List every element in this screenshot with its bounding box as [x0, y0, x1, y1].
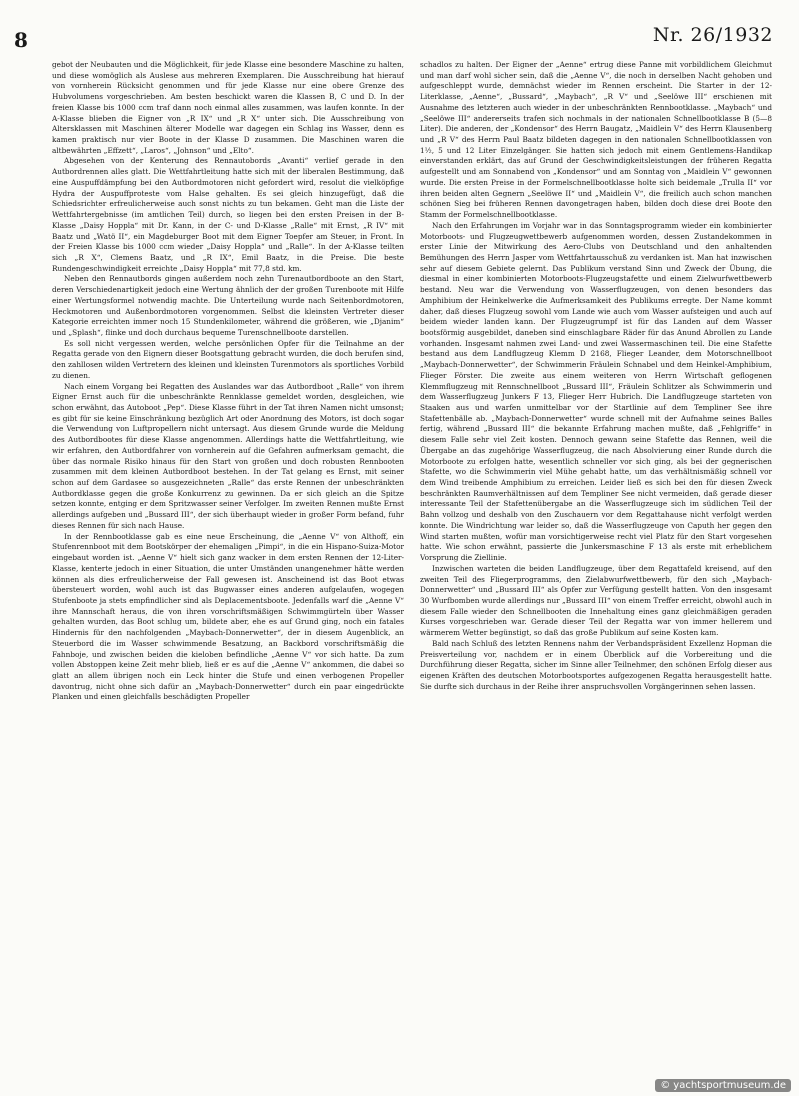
right-column: [420, 60, 772, 1060]
paragraph: gebot der Neubauten und die Möglichkeit, für jede Klasse eine besondere Maschine zu halten, und diese womöglich als Auslese aus mehreren Exemplaren. Die Ausschreibung hat hierauf von vornherein Rücksicht genommen und für jede Klasse nur eine obere Grenze des Hubvolumens vorgeschrieben. Am besten beschickt waren die Klassen B, C und D. In der freien Klasse bis 1000 ccm traf dann noch einmal alles zusammen, was laufen konnte. In der A-Klasse blieben die Eigner von „R IX“ und „R X“ unter sich. Die Ausschreibung von Altersklassen mit Maschinen älterer Modelle war dagegen ein Schlag ins Wasser, denn es kamen praktisch nur vier Boote in der Klasse D zusammen. Die Maschinen waren die altbewährten „Effzett“, „Laros“, „Johnson“ und „Elto“.: [52, 60, 404, 155]
paragraph: schadlos zu halten. Der Eigner der „Aenne“ ertrug diese Panne mit vorbildlichem Gleichmut und man darf wohl sicher sein, daß die „Aenne V“, die noch in derselben Nacht gehoben und aufgeschleppt wurde, demnächst wieder im Rennen erscheint. Die Starter in der 12-Literklasse, „Aenne“, „Bussard“, „Maybach“, „R V“ und „Seelöwe III“ erschienen mit Ausnahme des letzteren auch wieder in der unbeschränkten Rennbootklasse. „Maybach“ und „Seelöwe III“ andererseits trafen sich nochmals in der nationalen Schnellbootklasse B (5—8 Liter). Die anderen, der „Kondensor“ des Herrn Baugatz, „Maidlein V“ des Herrn Klausenberg und „R V“ des Herrn Paul Baatz bildeten dagegen in den nationalen Schnellbootklassen von 1½, 5 und 12 Liter Einzelgänger. Sie hatten sich jedoch mit einem Gentlemens-Handikap einverstanden erklärt, das auf Grund der Geschwindigkeitsleistungen der früheren Regatta aufgestellt und am Sonnabend von „Kondensor“ und am Sonntag von „Maidlein V“ gewonnen wurde. Die ersten Preise in der Formelschnellbootklasse holte sich beidemale „Trulla II“ vor ihren beiden alten Gegnern „Seelöwe II“ und „Maidlein V“, die freilich auch schon manchen schönen Sieg bei früheren Rennen davongetragen haben, bilden doch diese drei Boote den Stamm der Formelschnellbootklasse.: [420, 60, 772, 220]
page-number: 8: [14, 28, 28, 52]
issue-number: Nr. 26/1932: [652, 24, 773, 46]
copyright-icon: ©: [660, 1080, 671, 1091]
left-column: [52, 60, 404, 1060]
paragraph: Es soll nicht vergessen werden, welche persönlichen Opfer für die Teilnahme an der Regatta gerade von den Eignern dieser Bootsgattung gebracht wurden, die doch berufen sind, den zahllosen wilden Vertretern des kleinen und kleinsten Turenmotors als sportliches Vorbild zu dienen.: [52, 338, 404, 380]
watermark: [655, 1079, 791, 1092]
paragraph: Neben den Rennautbords gingen außerdem noch zehn Turenautbordboote an den Start, deren Verschiedenartigkeit jedoch eine Wertung ähnlich der der großen Turenboote mit Hilfe einer Wertungsformel notwendig machte. Die Unterteilung wurde nach Seitenbordmotoren, Heckmotoren und Außenbordmotoren vorgenommen. Selbst die kleinsten Vertreter dieser Kategorie erreichten immer noch 15 Stundenkilometer, während die größeren, wie „Djanim“ und „Splash“, flinke und doch durchaus bequeme Turenschnellboote darstellen.: [52, 274, 404, 337]
paragraph: Bald nach Schluß des letzten Rennens nahm der Verbandspräsident Exzellenz Hopman die Preisverteilung vor, nachdem er in einem Überblick auf die Vorbereitung und die Durchführung dieser Regatta, sicher im Sinne aller Teilnehmer, den schönen Erfolg dieser aus eigenen Kräften des deutschen Motorbootsportes aufgezogenen Regatta herausgestellt hatte. Sie durfte sich durchaus in der Reihe ihrer anspruchsvollen Vorgängerinnen sehen lassen.: [420, 638, 772, 691]
watermark-text: yachtsportmuseum.de: [673, 1080, 786, 1091]
paragraph: Abgesehen von der Kenterung des Rennautobords „Avanti“ verlief gerade in den Autbordrennen alles glatt. Die Wettfahrtleitung hatte sich mit der liberalen Bestimmung, daß eine Auspuffdämpfung bei den Autbordmotoren nicht gefordert wird, resolut die vielköpfige Hydra der Auspuffproteste vom Halse gehalten. Es sei gleich hinzugefügt, daß die Schiedsrichter erfreulicherweise auch sonst nichts zu tun bekamen. Geht man die Liste der Wettfahrtergebnisse (im amtlichen Teil) durch, so liegen bei den ersten Preisen in der B-Klasse „Daisy Hoppla“ mit Dr. Kann, in der C- und D-Klasse „Ralle“ mit Ernst, „R IV“ mit Baatz und „Watö II“, ein Magdeburger Boot mit dem Eigner Toepfer am Steuer, in Front. In der Freien Klasse bis 1000 ccm wieder „Daisy Hoppla“ und „Ralle“. In der A-Klasse teilten sich „R X“, Clemens Baatz, und „R IX“, Emil Baatz, in die Preise. Die beste Rundengeschwindigkeit erreichte „Daisy Hoppla“ mit 77,8 std. km.: [52, 156, 404, 273]
paragraph: Nach den Erfahrungen im Vorjahr war in das Sonntagsprogramm wieder ein kombinierter Motorboots- und Flugzeugwettbewerb aufgenommen worden, dessen Zustandekommen in erster Linie der Mitwirkung des Aero-Clubs von Deutschland und den anhaltenden Bemühungen des Herrn Jasper vom Wettfahrtausschuß zu verdanken ist. Man hat inzwischen sehr auf diesem Gebiete gelernt. Das Publikum verstand Sinn und Zweck der Übung, die diesmal in einer kombinierten Motorboots-Flugzeugstafette und einem Zielwurfwettbewerb bestand. Neu war die Verwendung von Wasserflugzeugen, von denen besonders das Amphibium der Heinkelwerke die Aufmerksamkeit des Publikums erregte. Der Name kommt daher, daß dieses Flugzeug sowohl vom Lande wie auch vom Wasser aufsteigen und auch auf beidem wieder landen kann. Der Flugzeugrumpf ist für das Landen auf dem Wasser bootsförmig ausgebildet, daneben sind einschlagbare Räder für das Anund Abrollen zu Lande vorhanden. Insgesamt nahmen zwei Land- und zwei Wassermaschinen teil. Die eine Stafette bestand aus dem Landflugzeug Klemm D 2168, Flieger Leander, dem Motorschnellboot „Maybach-Donnerwetter“, der Schwimmerin Fräulein Schnabel und dem Heinkel-Amphibium, Flieger Förster. Die zweite aus einem weiteren von Herrn Wirtschaft geflogenen Klemmflugzeug mit Rennschnellboot „Bussard III“, Fräulein Schlitzer als Schwimmerin und dem Wasserflugzeug Junkers F 13, Flieger Herr Hubrich. Die Landflugzeuge starteten von Staaken aus und warfen unmittelbar vor der Startlinie auf dem Templiner See ihre Stafettenbälle ab. „Maybach-Donnerwetter“ wurde schnell mit der Aufnahme seines Balles fertig, während „Bussard III“ die bekannte Erfahrung machen mußte, daß „Fehlgriffe“ in diesem Falle sehr viel Zeit kosten. Dennoch gewann seine Stafette das Rennen, weil die Übergabe an das zugehörige Wasserflugzeug, die nach Absolvierung einer Runde durch die Motorboote zu erfolgen hatte, wesentlich schneller vor sich ging, als bei der gegnerischen Stafette, wo die Schwimmerin viel Mühe gehabt hatte, um das verhältnismäßig schnell vor dem Wind treibende Amphibium zu erreichen. Leider ließ es sich bei den für diesen Zweck beschränkten Raumverhältnissen auf dem Templiner See nicht vermeiden, daß gerade dieser interessante Teil der Stafettenübergabe an die Wasserflugzeuge sich im südlichen Teil der Bahn vollzog und deshalb von den Zuschauern vor dem Regattahause nicht verfolgt werden konnte. Die Windrichtung war leider so, daß die Wasserflugzeuge von Caputh her gegen den Wind starten mußten, wofür man vorsichtigerweise recht viel Platz für den Start vorgesehen hatte. Wie schon erwähnt, passierte die Junkersmaschine F 13 als erste mit erheblichem Vorsprung die Ziellinie.: [420, 220, 772, 563]
article-body: [52, 60, 772, 1060]
paragraph: Inzwischen warteten die beiden Landflugzeuge, über dem Regattafeld kreisend, auf den zweiten Teil des Fliegerprogramms, den Zielabwurfwettbewerb, für den sich „Maybach-Donnerwetter“ und „Bussard III“ als Opfer zur Verfügung gestellt hatten. Von den insgesamt 30 Wurfbomben wurde allerdings nur „Bussard III“ von einem Treffer erreicht, obwohl auch in diesem Falle wieder den Schnellbooten die Innehaltung eines ganz gleichmäßigen geraden Kurses vorgeschrieben war. Gerade dieser Teil der Regatta war von immer hellerem und wärmerem Wetter begünstigt, so daß das große Publikum auf seine Kosten kam.: [420, 563, 772, 638]
paragraph: In der Rennbootklasse gab es eine neue Erscheinung, die „Aenne V“ von Althoff, ein Stufenrennboot mit dem Bootskörper der ehemaligen „Pimpi“, in die ein Hispano-Suiza-Motor eingebaut worden ist. „Aenne V“ hielt sich ganz wacker in dem ersten Rennen der 12-Liter-Klasse, kenterte jedoch in einer Situation, die unter Umständen unangenehmer hätte werden können als dies erfreulicherweise der Fall gewesen ist. Anscheinend ist das Boot etwas übersteuert worden, wohl auch ist das Bugwasser eines anderen aufgelaufen, wogegen Stufenboote ja stets empfindlicher sind als Deplacementsboote. Jedenfalls warf die „Aenne V“ ihre Mannschaft heraus, die von ihren vorschriftsmäßigen Schwimmgürteln über Wasser gehalten wurden, das Boot schlug um, bildete aber, ehe es auf Grund ging, noch ein fatales Hindernis für den nachfolgenden „Maybach-Donnerwetter“, der in diesem Augenblick, an Steuerbord die im Wasser schwimmende Besatzung, an Backbord vorschriftsmäßig die Fahnboje, und zwischen beiden die kieloben befindliche „Aenne V“ vor sich hatte. Da zum vollen Abstoppen keine Zeit mehr blieb, ließ er es auf die „Aenne V“ ankommen, die dabei so glatt an allem übrigen noch ein Leck hinter die Stufe und einen verbogenen Propeller davontrug, nicht ohne sich dafür an „Maybach-Donnerwetter“ durch ein paar eingedrückte Planken und einen gleichfalls beschädigten Propeller: [52, 531, 404, 702]
paragraph: Nach einem Vorgang bei Regatten des Auslandes war das Autbordboot „Ralle“ von ihrem Eigner Ernst auch für die unbeschränkte Rennklasse gemeldet worden, desgleichen, wie schon erwähnt, das Autoboot „Pep“. Diese Klasse führt in der Tat ihren Namen nicht umsonst; es gibt für sie keine Einschränkung bezüglich Art oder Anordnung des Motors, ist doch sogar die Verwendung von Luftpropellern nicht untersagt. Aus diesem Grunde wurde die Meldung des Autbordbootes für diese Klasse angenommen. Allerdings hatte die Wettfahrtleitung, wie wir erfahren, den Autbordfahrer von vornherein auf die Gefahren aufmerksam gemacht, die über das normale Risiko hinaus für den Start von großen und doch robusten Rennbooten zusammen mit dem kleinen Autbordboot bestehen. In der Tat gelang es Ernst, mit seiner schon auf dem Gardasee so ausgezeichneten „Ralle“ das erste Rennen der unbeschränkten Autbordklasse gegen die große Konkurrenz zu gewinnen. Da er sich gleich an die Spitze setzen konnte, entging er dem Spritzwasser seiner Verfolger. Im zweiten Rennen mußte Ernst allerdings aufgeben und „Bussard III“, der sich überhaupt wieder in großer Form befand, fuhr dieses Rennen für sich nach Hause.: [52, 381, 404, 530]
